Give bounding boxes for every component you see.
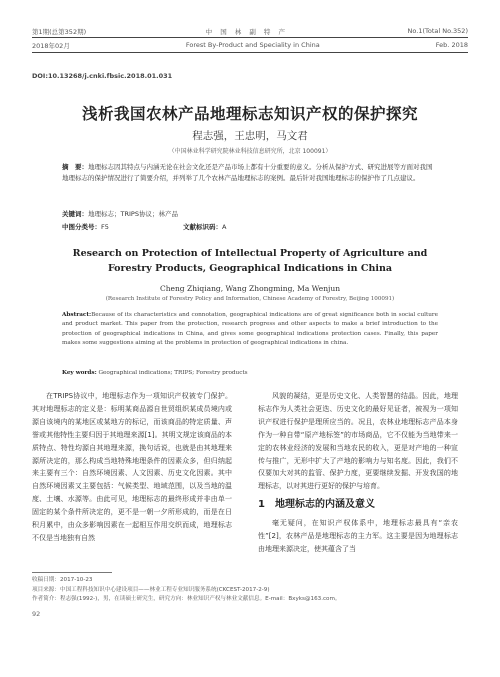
doc-code-value: A [222,223,227,231]
abstract-cn [62,162,438,183]
body-column-left [32,390,232,545]
paper-title-en [0,246,500,276]
date-right: Feb. 2018 [435,41,468,49]
keywords-cn-label: 关键词： [62,210,88,218]
journal-name-cn: 中 国 林 副 特 产 [205,28,288,36]
paper-title-en-line1: Research on Protection of Intellectual Property of Agriculture and [72,248,428,259]
classification-line [62,222,226,231]
doc-code-label: 文献标识码： [183,223,223,231]
journal-name-en: Forest By-Product and Speciality in China [185,41,320,49]
keywords-en-label: Key words: [62,370,97,376]
footnote-divider [32,572,112,573]
header-divider-bottom [32,52,468,53]
section-heading: 1 地理标志的内涵及意义 [258,499,375,511]
keywords-cn-text: 地理标志；TRIPS协议；林产品 [88,210,178,218]
abstract-en-label: Abstract: [62,312,92,318]
doi: DOI:10.13268/j.cnki.fbsic.2018.01.031 [32,72,173,80]
header-divider [32,37,468,38]
keywords-en [62,370,438,376]
body-paragraph: 在TRIPS协议中，地理标志作为一项知识产权被专门保护。其对地理标志的定义是：标明某商品源自世贸组织某成员境内或源自该境内的某地区或某地方的标记，而该商品的特定质量、声誉或其他特性主要归因于其地理来源[1]。其明文规定该商品的本质特点、特性均源自其地理来源，换句话说，也就是由其地理来源所决定的，那么构成当地特殊地理条件的因素众多，但归纳起来主要有三个：自然环境因素、人文因素、历史文化因素。其中自然环境因素又主要包括：气候类型、地域范围，以及当地的温度、土壤、水源等。由此可见，地理标志的最终形成并非由单一固定的某个条件所决定的，更不是一朝一夕所形成的，而是在日积月累中，由众多影响因素在一起相互作用交织而成，地理标志不仅是当地独有自然 [32,392,232,542]
abstract-en [62,311,438,349]
body-paragraph: 风貌的凝结，更是历史文化、人类智慧的结晶。因此，地理标志作为人类社会更迭、历史文化的最好见证者，被视为一项知识产权进行保护是理所应当的。况且，农林业地理标志产品本身作为一种自带“原产地标签”的市场商品，它不仅能为当地带来一定的农林业经济的发展和当地农民的收入，更是对产地的一种宣传与推广，无形中扩大了产地的影响力与知名度。因此，我们不仅要加大对其的监管、保护力度，更要继续发掘、开发我国的地理标志，以对其进行更好的保护与培育。 [258,392,458,491]
paper-title-en-line2: Forestry Products, Geographical Indications in China [107,263,393,274]
body-column-right [258,390,458,556]
running-header-top [32,27,468,36]
classification-value: F5 [101,223,109,231]
classification-label: 中图分类号： [62,223,101,231]
abstract-cn-label: 摘 要： [62,163,88,171]
footnote-received: 收稿日期：2017-10-23 [32,577,93,583]
affiliation-cn: （中国林业科学研究院林业科技信息研究所，北京 100091） [168,148,332,155]
running-header-bottom [32,41,468,50]
affiliation-en: (Research Institute of Forestry Policy and Information, Chinese Academy of Forestry, Beijing 100091) [105,296,395,302]
authors-cn: 程志强，王忠明，马文君 [192,130,308,142]
keywords-en-text: Geographical indications; TRIPS; Forestry products [98,370,248,376]
paper-title-cn: 浅析我国农林产品地理标志知识产权的保护探究 [81,105,418,123]
keywords-cn [62,209,178,218]
body-paragraph: 毫无疑问，在知识产权体系中，地理标志最具有“亲农性”[2]，农林产品是地理标志的主力军。这主要是因为地理标志由地理来源决定，使其蕴含了当 [258,519,458,553]
footnote-funding: 项目来源：中国工程科技知识中心建设项目——林业工程专业知识服务系统(CKCEST-2017-2-9) [32,586,270,593]
issue-right: No.1(Total No.352) [407,27,468,35]
abstract-cn-text: 地理标志因其特点与内涵无论在社会文化还是产品市场上都有十分重要的意义。分析从保护方式、研究进展等方面对我国地理标志的保护情况进行了简要介绍，并列举了几个农林产品地理标志的案例。最后针对我国地理标志的保护作了几点建议。 [62,163,433,182]
footnotes [32,576,468,605]
abstract-en-text: Because of its characteristics and connotation, geographical indications are of great significance both in social culture and product market. This paper from the protection, research progress and other aspects to make a brief introduction to the protection of geographical indications in China, and gives some geographical indications protection cases. Finally, this paper makes some suggestions aiming at the problems in protection of geographical indications in china. [62,312,438,347]
footnote-author-bio: 作者简介：程志强(1992-)，男，在读硕士研究生，研究方向：林业知识产权与林业文献信息。E-mail：Bxyks@163.com。 [32,596,341,602]
authors-en: Cheng Zhiqiang, Wang Zhongming, Ma Wenjun [159,284,341,293]
page-number: 92 [32,610,41,618]
date-left: 2018年02月 [32,42,70,50]
issue-left: 第1期(总第352期) [32,28,87,36]
